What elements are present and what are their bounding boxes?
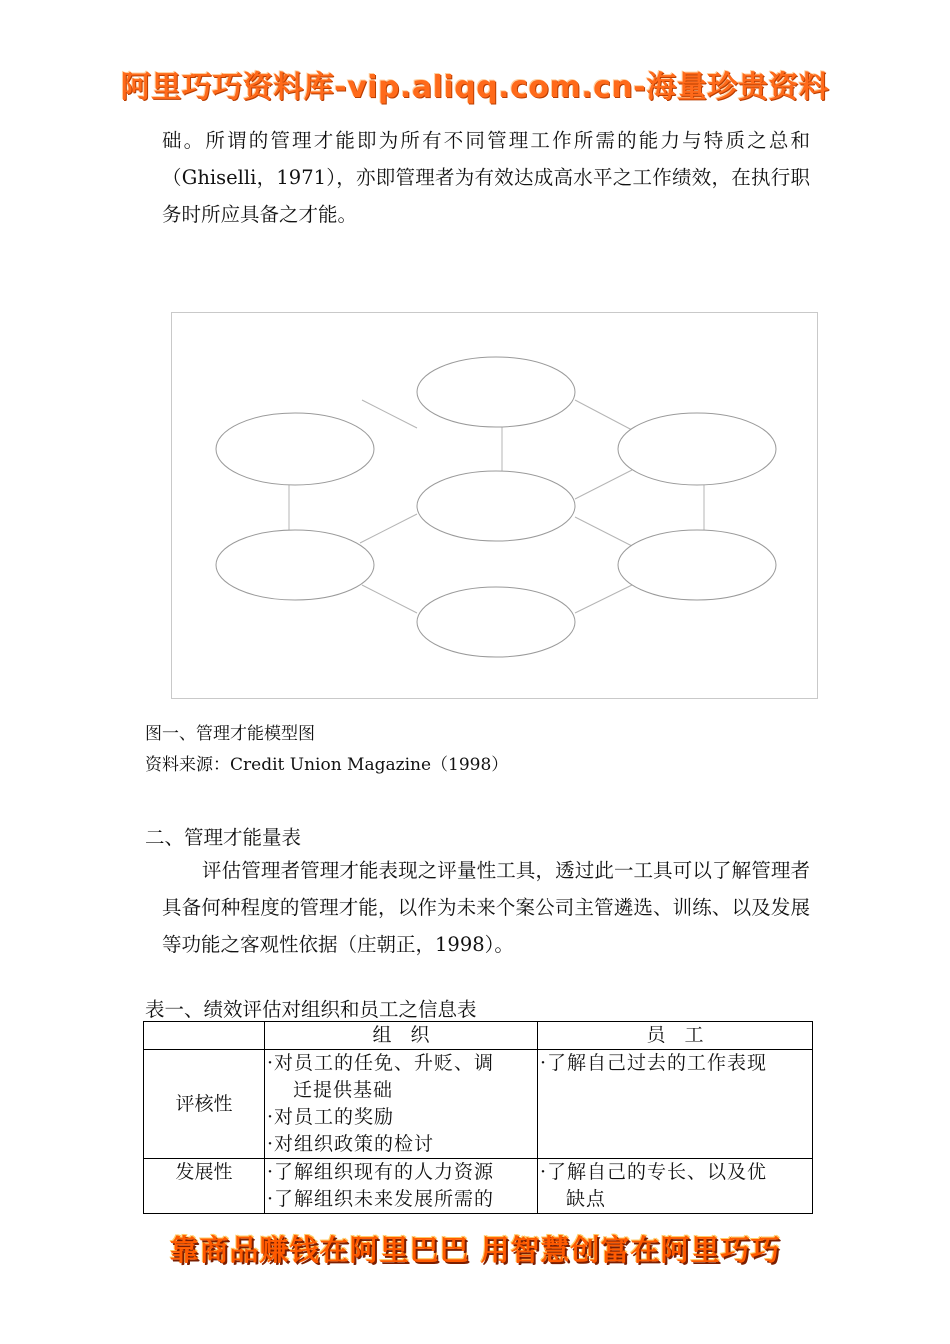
cell-line: 缺点 [566, 1188, 607, 1210]
top-banner: 阿里巧巧资料库-vip.aliqq.com.cn-海量珍贵资料 [120, 70, 830, 105]
figure-caption: 图一、管理才能模型图 [145, 724, 315, 744]
table-cell-org [265, 1050, 538, 1159]
table-header-cell [144, 1022, 265, 1050]
connector-center-right-down [575, 517, 632, 546]
node-upper-right [618, 413, 776, 485]
node-bottom [417, 587, 575, 657]
connector-center-right-up [575, 470, 632, 499]
table-row [144, 1159, 813, 1214]
node-upper-left [216, 413, 374, 485]
row-label: 发展性 [144, 1159, 265, 1214]
info-table [143, 1021, 813, 1214]
cell-line: ·对员工的任免、升贬、调 [267, 1052, 495, 1074]
cell-line: ·对员工的奖励 [267, 1106, 395, 1128]
table-row [144, 1050, 813, 1159]
cell-line: ·对组织政策的检讨 [267, 1133, 435, 1155]
section-heading: 二、管理才能量表 [145, 826, 302, 849]
cell-line: 迁提供基础 [293, 1079, 394, 1101]
table-cell-org [265, 1159, 538, 1214]
table-cell-emp [538, 1050, 813, 1159]
table-header-row [144, 1022, 813, 1050]
cell-line: ·了解组织未来发展所需的 [267, 1188, 495, 1210]
row-label: 评核性 [144, 1050, 265, 1159]
cell-line: ·了解自己过去的工作表现 [540, 1052, 768, 1074]
table-title: 表一、绩效评估对组织和员工之信息表 [145, 998, 477, 1021]
management-competency-model-figure [171, 312, 818, 699]
figure-source: 资料来源：Credit Union Magazine（1998） [145, 755, 509, 775]
cell-line: ·了解自己的专长、以及优 [540, 1161, 768, 1183]
node-center [417, 471, 575, 541]
connector-bottom-right [575, 585, 632, 613]
bottom-banner: 靠商品赚钱在阿里巴巴 用智慧创富在阿里巧巧 [169, 1233, 781, 1267]
connector-center-left-down [360, 514, 417, 543]
intro-paragraph: 础。所谓的管理才能即为所有不同管理工作所需的能力与特质之总和（Ghiselli，1971），亦即管理者为有效达成高水平之工作绩效，在执行职务时所应具备之才能。 [162, 129, 810, 226]
section-paragraph: 评估管理者管理才能表现之评量性工具，透过此一工具可以了解管理者具备何种程度的管理才能，以作为未来个案公司主管遴选、训练、以及发展等功能之客观性依据（庄朝正，1998）。 [162, 859, 810, 956]
connector-bottom-left [362, 585, 417, 613]
connector-top-left [362, 400, 417, 428]
model-diagram [172, 313, 819, 700]
node-lower-right [618, 530, 776, 600]
table-cell-emp [538, 1159, 813, 1214]
connector-top-right [575, 400, 632, 430]
table-header-cell: 员 工 [538, 1022, 813, 1050]
node-lower-left [216, 530, 374, 600]
cell-line: ·了解组织现有的人力资源 [267, 1161, 495, 1183]
table-header-cell: 组 织 [265, 1022, 538, 1050]
node-top [417, 357, 575, 427]
